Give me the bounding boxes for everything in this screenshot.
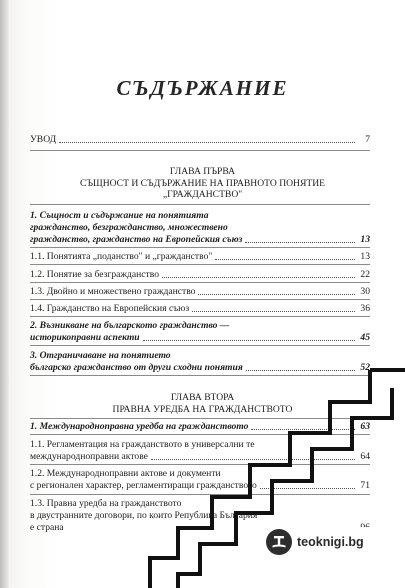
page-number: 36 (360, 303, 370, 314)
entry-2-1-2-line1: 1.2. Международноправни актове и документи (30, 468, 221, 479)
chapter1-title-line2: „ГРАЖДАНСТВО" (162, 189, 243, 200)
entry-label: гражданство, гражданство на Европейския съюз (30, 234, 243, 245)
section3-line1: 3. Отграничаване на понятието (30, 350, 171, 361)
page-number: 22 (360, 269, 370, 280)
section2-line1: 2. Възникване на българското гражданство — (30, 320, 230, 331)
entry-label: е страна (30, 522, 64, 533)
page-number: 7 (365, 134, 370, 145)
page-number: 71 (360, 480, 370, 491)
entry-label: историкоправни аспекти (30, 332, 140, 343)
entry-label: 1.2. Понятие за безгражданство (30, 269, 160, 280)
site-watermark-logo (262, 527, 382, 557)
chapter1-heading: ГЛАВА ПЪРВА (169, 166, 236, 177)
entry-label: УВОД (30, 134, 57, 145)
chapter2-title: ПРАВНА УРЕДБА НА ГРАЖДАНСТВОТО (112, 404, 293, 415)
entry-label: българско гражданство от други сходни понятия (30, 362, 243, 373)
page-number: 52 (360, 362, 370, 373)
page-number: 13 (360, 234, 370, 245)
entry-2-1-1-line1: 1.1. Регламентация на гражданството в универсални те (30, 439, 255, 450)
chapter1-title-line1: СЪЩНОСТ И СЪДЪРЖАНИЕ НА ПРАВНОТО ПОНЯТИЕ (79, 178, 326, 189)
entry-label: 1.1. Понятията „поданство" и „гражданство" (30, 251, 213, 262)
entry-label: 1. Международноправна уредба на гражданството (30, 421, 249, 432)
chapter2-heading: ГЛАВА ВТОРА (170, 392, 235, 403)
page-number: 13 (360, 251, 370, 262)
page-number: 63 (360, 421, 370, 432)
entry-label: 1.3. Двойно и множествено гражданство (30, 286, 196, 297)
entry-2-1-3-line1: 1.3. Правна уредба на гражданството (30, 498, 182, 509)
entry-2-1-3-line2: в двустранните договори, по които Република България (30, 510, 258, 521)
book-icon (266, 529, 292, 555)
page-number: 30 (360, 286, 370, 297)
toc-title: СЪДЪРЖАНИЕ (116, 76, 289, 100)
site-name: teoknigi.bg (297, 535, 364, 549)
page-number: 64 (360, 451, 370, 462)
entry-label: международноправни актове (30, 451, 148, 462)
section1-line2: гражданство, безгражданство, множествено (30, 222, 228, 233)
page-number: 45 (360, 332, 370, 343)
entry-label: с регионален характер, регламентиращи гражданството (30, 480, 257, 491)
section1-line1: 1. Същност и съдържание на понятията (30, 210, 209, 221)
entry-label: 1.4. Гражданство на Европейския съюз (30, 303, 190, 314)
